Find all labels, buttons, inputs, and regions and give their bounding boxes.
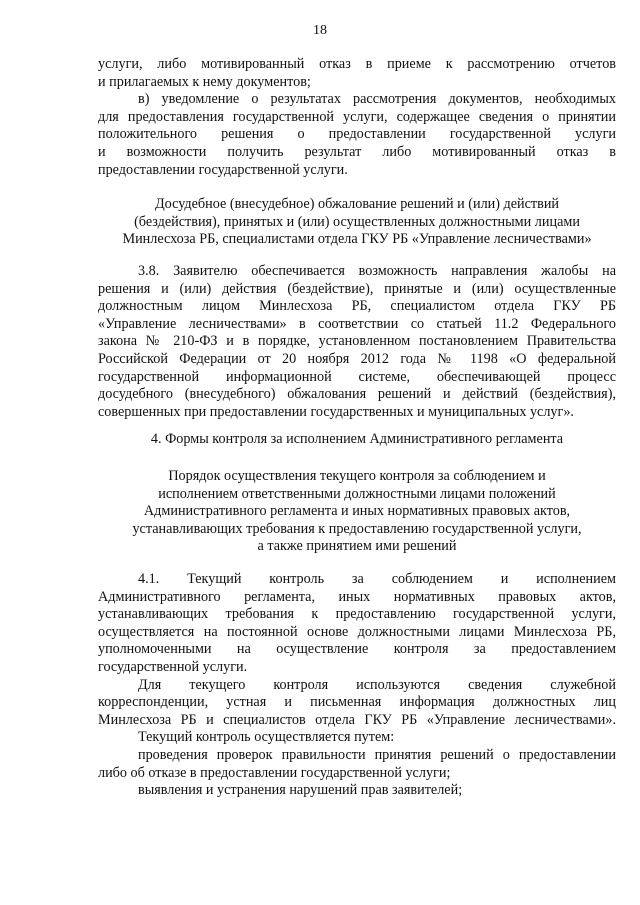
text-line: Порядок осуществления текущего контроля за соблюдением и [168,468,546,484]
text-line: 4.1. Текущий контроль за соблюдением и исполнением [138,571,616,587]
text-line: положительного решения о предоставлении государственной услуги [98,126,616,143]
text-line: устанавливающих требования к предоставлению государственной услуги, [98,606,616,623]
text-line: в) уведомление о результатах рассмотрения документов, необходимых [138,91,616,108]
text-line: государственной информационной системе, обеспечивающей процесс [98,368,616,385]
text-line: либо об отказе в предоставлении государственной услуги; [98,764,451,781]
text-line: 4. Формы контроля за исполнением Административного регламента [150,431,564,447]
page-number: 18 [313,23,327,38]
text-line: Минлесхоза РБ и специалистов отдела ГКУ РБ «Управление лесничествами». [98,711,616,728]
text-line: и прилагаемых к нему документов; [98,73,311,90]
text-line: Российской Федерации от 20 ноября 2012 года № 1198 «О федеральной [98,350,616,367]
text-line: исполнением ответственными должностными лицами положений [158,485,556,502]
text-line: выявления и устранения нарушений прав заявителей; [138,782,463,799]
text-line: совершенных при предоставлении государственных и муниципальных услуг». [98,403,574,420]
text-line: досудебного (внесудебного) обжалования решений и действий (бездействия), [98,386,616,403]
text-line: устанавливающих требования к предоставлению государственной услуги, [132,520,582,537]
heading-current-control [98,468,616,556]
text-line: осуществляется на постоянной основе должностными лицами Минлесхоза РБ, [98,623,616,640]
text-line: Досудебное (внесудебное) обжалование решений и (или) действий [154,196,560,212]
text-line: услуги, либо мотивированный отказ в приеме к рассмотрению отчетов [98,56,616,72]
paragraph-continuation [98,56,616,179]
heading-appeal [98,196,616,249]
text-line: закона № 210-ФЗ и в порядке, установленном постановлением Правительства [98,333,616,350]
text-line: Минлесхоза РБ, специалистами отдела ГКУ РБ «Управление лесничествами» [122,231,592,248]
text-line: должностным лицом Минлесхоза РБ, специалистом отдела ГКУ РБ [98,298,616,315]
text-line: предоставлении государственной услуги. [98,161,348,178]
text-line: (бездействия), принятых и (или) осуществленных должностными лицами [134,213,580,230]
paragraph-para-4-1 [98,571,616,800]
text-line: Административного регламента и иных нормативных правовых актов, [143,503,571,520]
text-line: проведения проверок правильности принятия решений о предоставлении [138,746,616,763]
text-line: уполномоченными на осуществление контроля за предоставлением [98,641,616,658]
text-line: Административного регламента, иных нормативных правовых актов, [98,588,616,605]
paragraph-para-3-8 [98,263,616,421]
text-line: Текущий контроль осуществляется путем: [138,729,395,746]
text-line: Для текущего контроля используются сведения служебной [138,676,616,693]
text-line: корреспонденции, устная и письменная информация должностных лиц [98,694,616,711]
text-line: и возможности получить результат либо мотивированный отказ в [98,143,616,160]
text-line: решения и (или) действия (бездействие), принятые и (или) осуществленные [98,280,616,297]
heading-section-4 [98,431,616,449]
text-line: а также принятием ими решений [257,538,457,555]
text-line: государственной услуги. [98,658,248,675]
text-line: для предоставления государственной услуги, содержащее сведения о принятии [98,108,616,125]
text-line: «Управление лесничествами» в соответствии со статьей 11.2 Федерального [98,315,616,332]
text-line: 3.8. Заявителю обеспечивается возможность направления жалобы на [138,263,616,279]
